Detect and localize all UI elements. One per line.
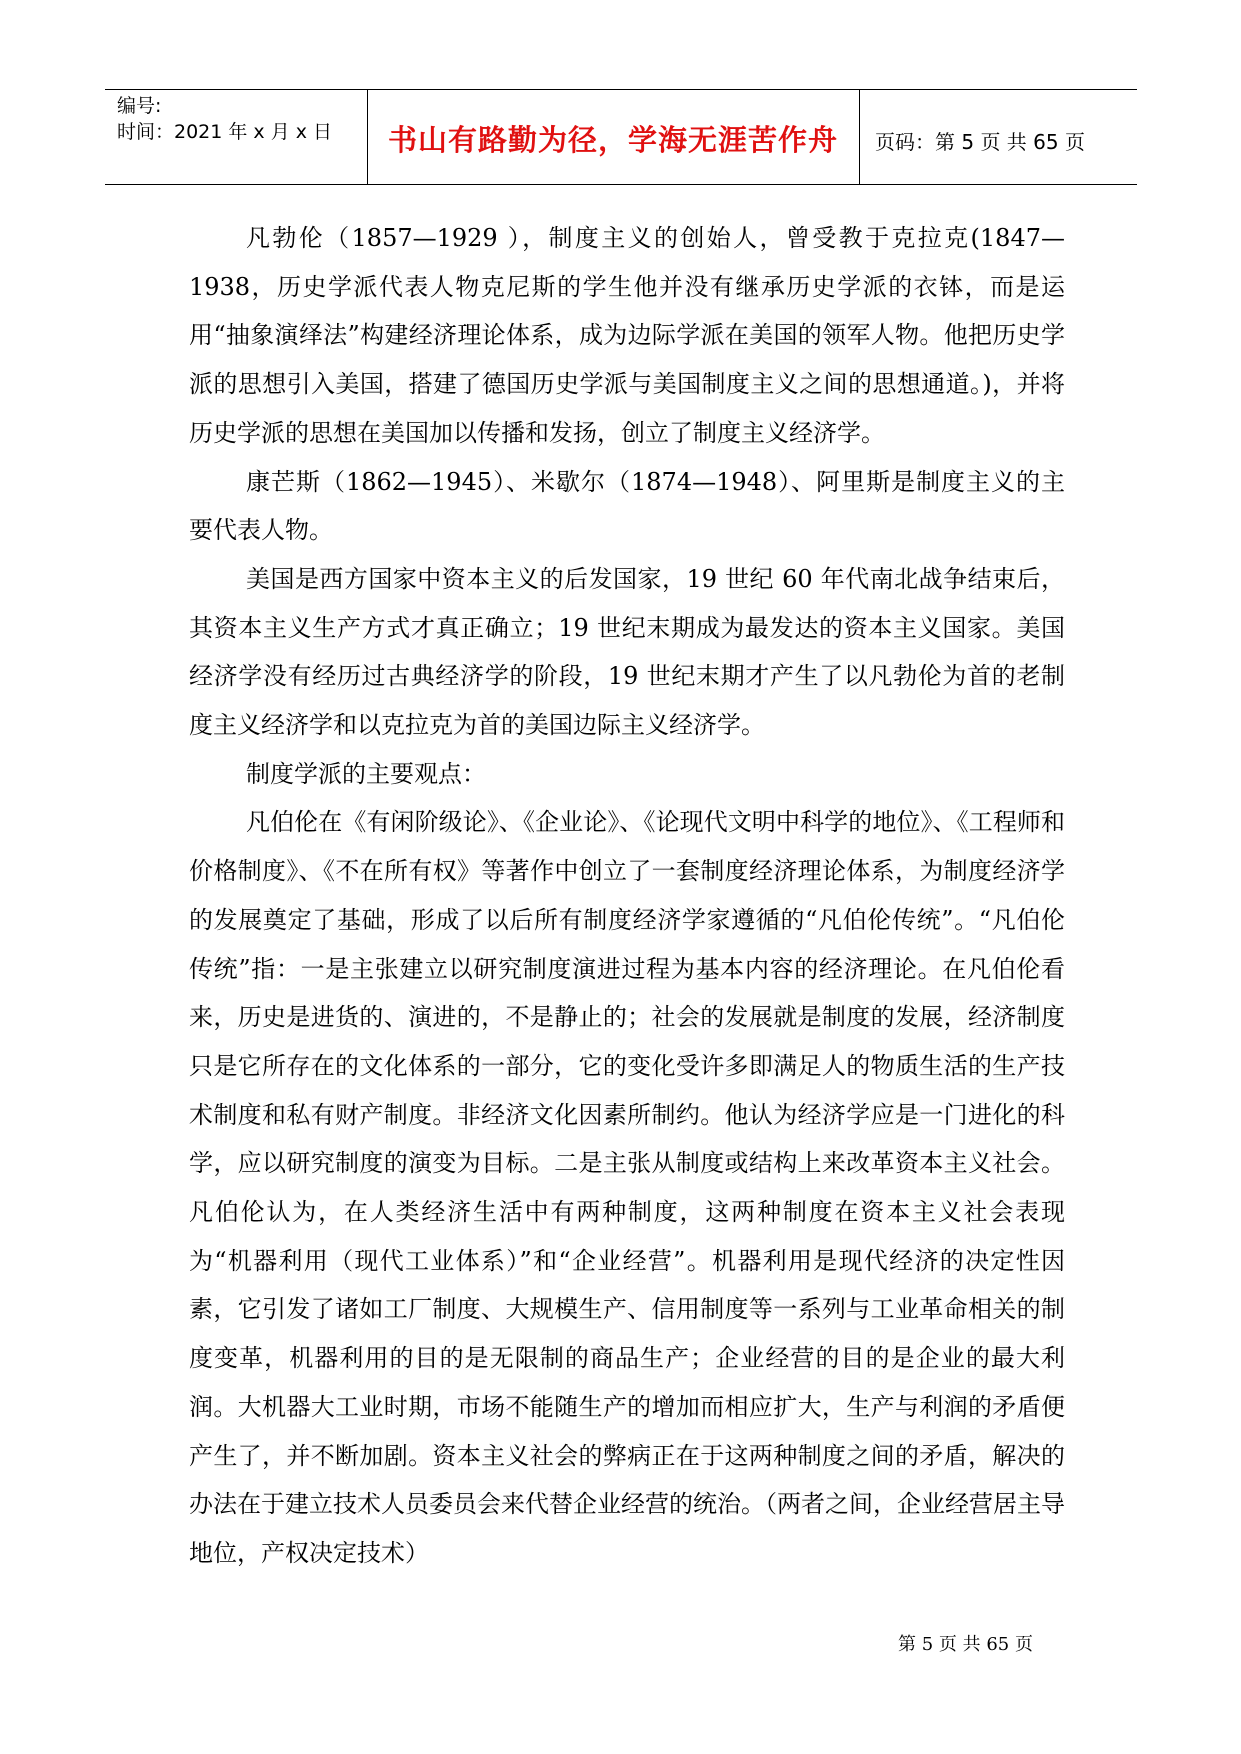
paragraph-veblen-intro: 凡勃伦（1857—1929 ），制度主义的创始人，曾受教于克拉克(1847—1938，历史学派代表人物克尼斯的学生他并没有继承历史学派的衣钵，而是运用“抽象演绎法”构建经济理论体系，成为边际学派在美国的领军人物。他把历史学派的思想引入美国，搭建了德国历史学派与美国制度主义之间的思想通道。)，并将历史学派的思想在美国加以传播和发扬，创立了制度主义经济学。 (189, 224, 1065, 447)
header-page-code: 页码：第 5 页 共 65 页 (875, 130, 1085, 154)
page-footer: 第 5 页 共 65 页 (898, 1634, 1033, 1655)
header-info-cell (105, 90, 368, 184)
document-body (189, 214, 1065, 1578)
page-header (105, 89, 1137, 185)
paragraph-us-background: 美国是西方国家中资本主义的后发国家，19 世纪 60 年代南北战争结束后，其资本主义生产方式才真正确立；19 世纪末期成为最发达的资本主义国家。美国经济学没有经历过古典经济学的阶段，19 世纪末期才产生了以凡勃伦为首的老制度主义经济学和以克拉克为首的美国边际主义经济学。 (189, 564, 1065, 740)
section-heading-main-views: 制度学派的主要观点： (246, 759, 486, 788)
paragraph-representatives: 康芒斯（1862—1945）、米歇尔（1874—1948）、阿里斯是制度主义的主要代表人物。 (189, 467, 1065, 545)
document-number-label: 编号: (117, 95, 162, 117)
header-motto: 书山有路勤为径，学海无涯苦作舟 (387, 123, 838, 157)
document-time-label: 时间：2021 年 x 月 x 日 (117, 121, 333, 143)
header-page-cell (861, 90, 1137, 184)
paragraph-veblen-tradition: 凡伯伦在《有闲阶级论》、《企业论》、《论现代文明中科学的地位》、《工程师和价格制度》、《不在所有权》等著作中创立了一套制度经济理论体系，为制度经济学的发展奠定了基础，形成了以后所有制度经济学家遵循的“凡伯伦传统”。“凡伯伦传统”指：一是主张建立以研究制度演进过程为基本内容的经济理论。在凡伯伦看来，历史是进货的、演进的，不是静止的；社会的发展就是制度的发展，经济制度只是它所存在的文化体系的一部分，它的变化受许多即满足人的物质生活的生产技术制度和私有财产制度。非经济文化因素所制约。他认为经济学应是一门进化的科学，应以研究制度的演变为目标。二是主张从制度或结构上来改革资本主义社会。凡伯伦认为，在人类经济生活中有两种制度，这两种制度在资本主义社会表现为“机器利用（现代工业体系）”和“企业经营”。机器利用是现代经济的决定性因素，它引发了诸如工厂制度、大规模生产、信用制度等一系列与工业革命相关的制度变革，机器利用的目的是无限制的商品生产；企业经营的目的是企业的最大利润。大机器大工业时期，市场不能随生产的增加而相应扩大，生产与利润的矛盾便产生了，并不断加剧。资本主义社会的弊病正在于这两种制度之间的矛盾，解决的办法在于建立技术人员委员会来代替企业经营的统治。（两者之间，企业经营居主导地位，产权决定技术） (189, 808, 1065, 1567)
header-motto-cell (367, 90, 860, 184)
